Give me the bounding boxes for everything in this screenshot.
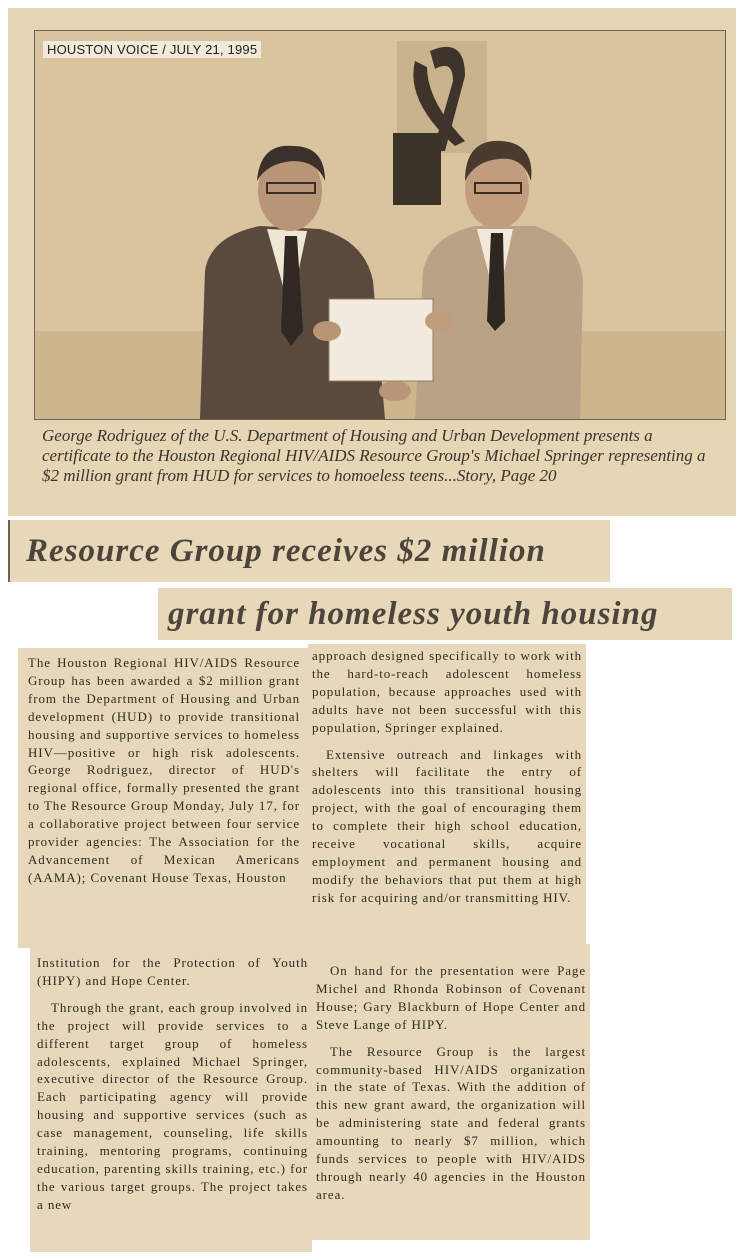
- article-clip-1: [18, 648, 308, 948]
- article-paragraph: On hand for the presentation were Page Michel and Rhonda Robinson of Covenant House; Gary Blackburn of Hope Center and Steve Lange of HIPY.: [316, 963, 586, 1032]
- article-clip-2: [308, 644, 586, 946]
- article-paragraph: approach designed specifically to work with the hard-to-reach adolescent homeless population, because approaches used with adults have not been successful with this population, Springer explained.: [312, 648, 582, 735]
- press-photo: [34, 30, 726, 420]
- article-paragraph: Institution for the Protection of Youth (HIPY) and Hope Center.: [37, 955, 308, 988]
- photo-clipping: [8, 8, 736, 516]
- photo-caption: George Rodriguez of the U.S. Department of Housing and Urban Development presents a certificate to the Houston Regional HIV/AIDS Resource Group's Michael Springer representing a $2 million grant from HUD for services to homoeless teens...Story, Page 20: [42, 426, 706, 485]
- article-clip-3: [30, 944, 312, 1252]
- article-paragraph: Through the grant, each group involved in the project will provide services to a different target group of homeless adolescents, explained Michael Springer, executive director of the Resource Group. Each participating agency will provide housing and supportive services (such as case management, counseling, life skills training, mentoring programs, continuing education, parenting skills training, etc.) for the various target groups. The project takes a new: [37, 999, 308, 1212]
- headline-line-2: grant for homeless youth housing: [158, 588, 732, 640]
- article-paragraph: Extensive outreach and linkages with shelters will facilitate the entry of adolescents into this transitional housing project, with the goal of encouraging them to complete their high school education, receive vocational skills, acquire employment and permanent housing and modify the behaviors that put them at high risk for acquiring and/or transmitting HIV.: [312, 746, 582, 905]
- photo-illustration: [35, 31, 725, 419]
- article-paragraph: The Houston Regional HIV/AIDS Resource Group has been awarded a $2 million grant from the Department of Housing and Urban development (HUD) to provide transitional housing and supportive services to homeless HIV—positive or high risk adolescents. George Rodriguez, director of HUD's regional office, formally presented the grant to The Resource Group Monday, July 17, for a collaborative project between four service provider agencies: The Association for the Advancement of Mexican Americans (AAMA); Covenant House Texas, Houston: [28, 655, 300, 885]
- certificate: [329, 299, 433, 381]
- article-paragraph: The Resource Group is the largest community-based HIV/AIDS organization in the state of Texas. With the addition of this new grant award, the organization will be administering state and federal grants amounting to nearly $7 million, which funds services to people with HIV/AIDS through nearly 40 agencies in the Houston area.: [316, 1043, 586, 1202]
- dateline: HOUSTON VOICE / JULY 21, 1995: [43, 41, 261, 58]
- headline-line-1: Resource Group receives $2 million: [8, 520, 610, 582]
- article-clip-4: [312, 944, 590, 1240]
